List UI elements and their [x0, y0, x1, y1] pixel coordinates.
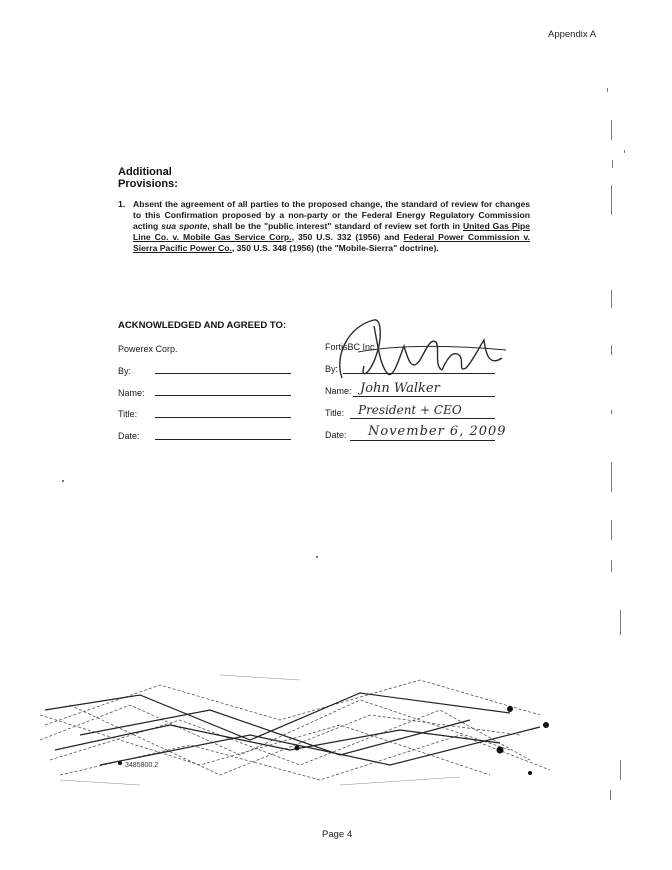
right-title-line	[350, 418, 495, 419]
section-heading	[118, 166, 238, 190]
case-citation-2: Federal Power Commission v. Sierra Pacific Power Co.	[133, 232, 530, 253]
right-by-label: By:	[325, 364, 339, 374]
item-number: 1.	[118, 199, 126, 209]
right-name-line	[353, 396, 495, 397]
right-name-label: Name:	[325, 386, 352, 396]
left-date-label: Date:	[118, 431, 140, 441]
item-text-italic: sua sponte	[161, 221, 208, 231]
page-number: Page 4	[322, 829, 353, 840]
handwritten-name: John Walker	[360, 381, 440, 396]
left-name-label: Name:	[118, 388, 145, 398]
handwritten-title: President + CEO	[358, 403, 462, 417]
heading-line-1: Additional	[118, 166, 172, 178]
left-by-line	[155, 373, 291, 374]
provision-item	[118, 199, 530, 254]
item-text-part-2: , shall be the "public interest" standard of review set forth in	[207, 221, 463, 231]
case-citation-1: United Gas Pipe Line Co. v. Mobile Gas Service Corp.	[133, 221, 531, 242]
right-date-line	[350, 440, 495, 441]
item-text-part-1: Absent the agreement of all parties to the proposed change, the standard of review for changes to this Confirmation proposed by a non-party or the Federal Energy Regulatory Commission acting	[133, 199, 530, 231]
decorative-line-graphic	[40, 665, 560, 800]
left-date-line	[155, 439, 291, 440]
left-by-label: By:	[118, 366, 132, 376]
right-title-label: Title:	[325, 408, 345, 418]
right-date-label: Date:	[325, 430, 347, 440]
left-title-label: Title:	[118, 409, 138, 419]
left-name-line	[155, 395, 291, 396]
left-party-name: Powerex Corp.	[118, 344, 178, 354]
right-party-name: FortisBC Inc.	[325, 342, 378, 352]
item-text	[133, 199, 530, 254]
document-id: 3485800.2	[125, 762, 159, 769]
item-text-part-4: , 350 U.S. 348 (1956) (the "Mobile-Sierra" doctrine).	[231, 243, 439, 253]
heading-line-2: Provisions:	[118, 178, 178, 190]
signature-scribble	[330, 316, 510, 384]
appendix-label: Appendix A	[548, 29, 597, 40]
acknowledgement-title: ACKNOWLEDGED AND AGREED TO:	[118, 320, 287, 331]
left-title-line	[155, 417, 291, 418]
handwritten-date: November 6, 2009	[368, 424, 507, 439]
item-text-part-3: , 350 U.S. 332 (1956) and	[291, 232, 404, 242]
